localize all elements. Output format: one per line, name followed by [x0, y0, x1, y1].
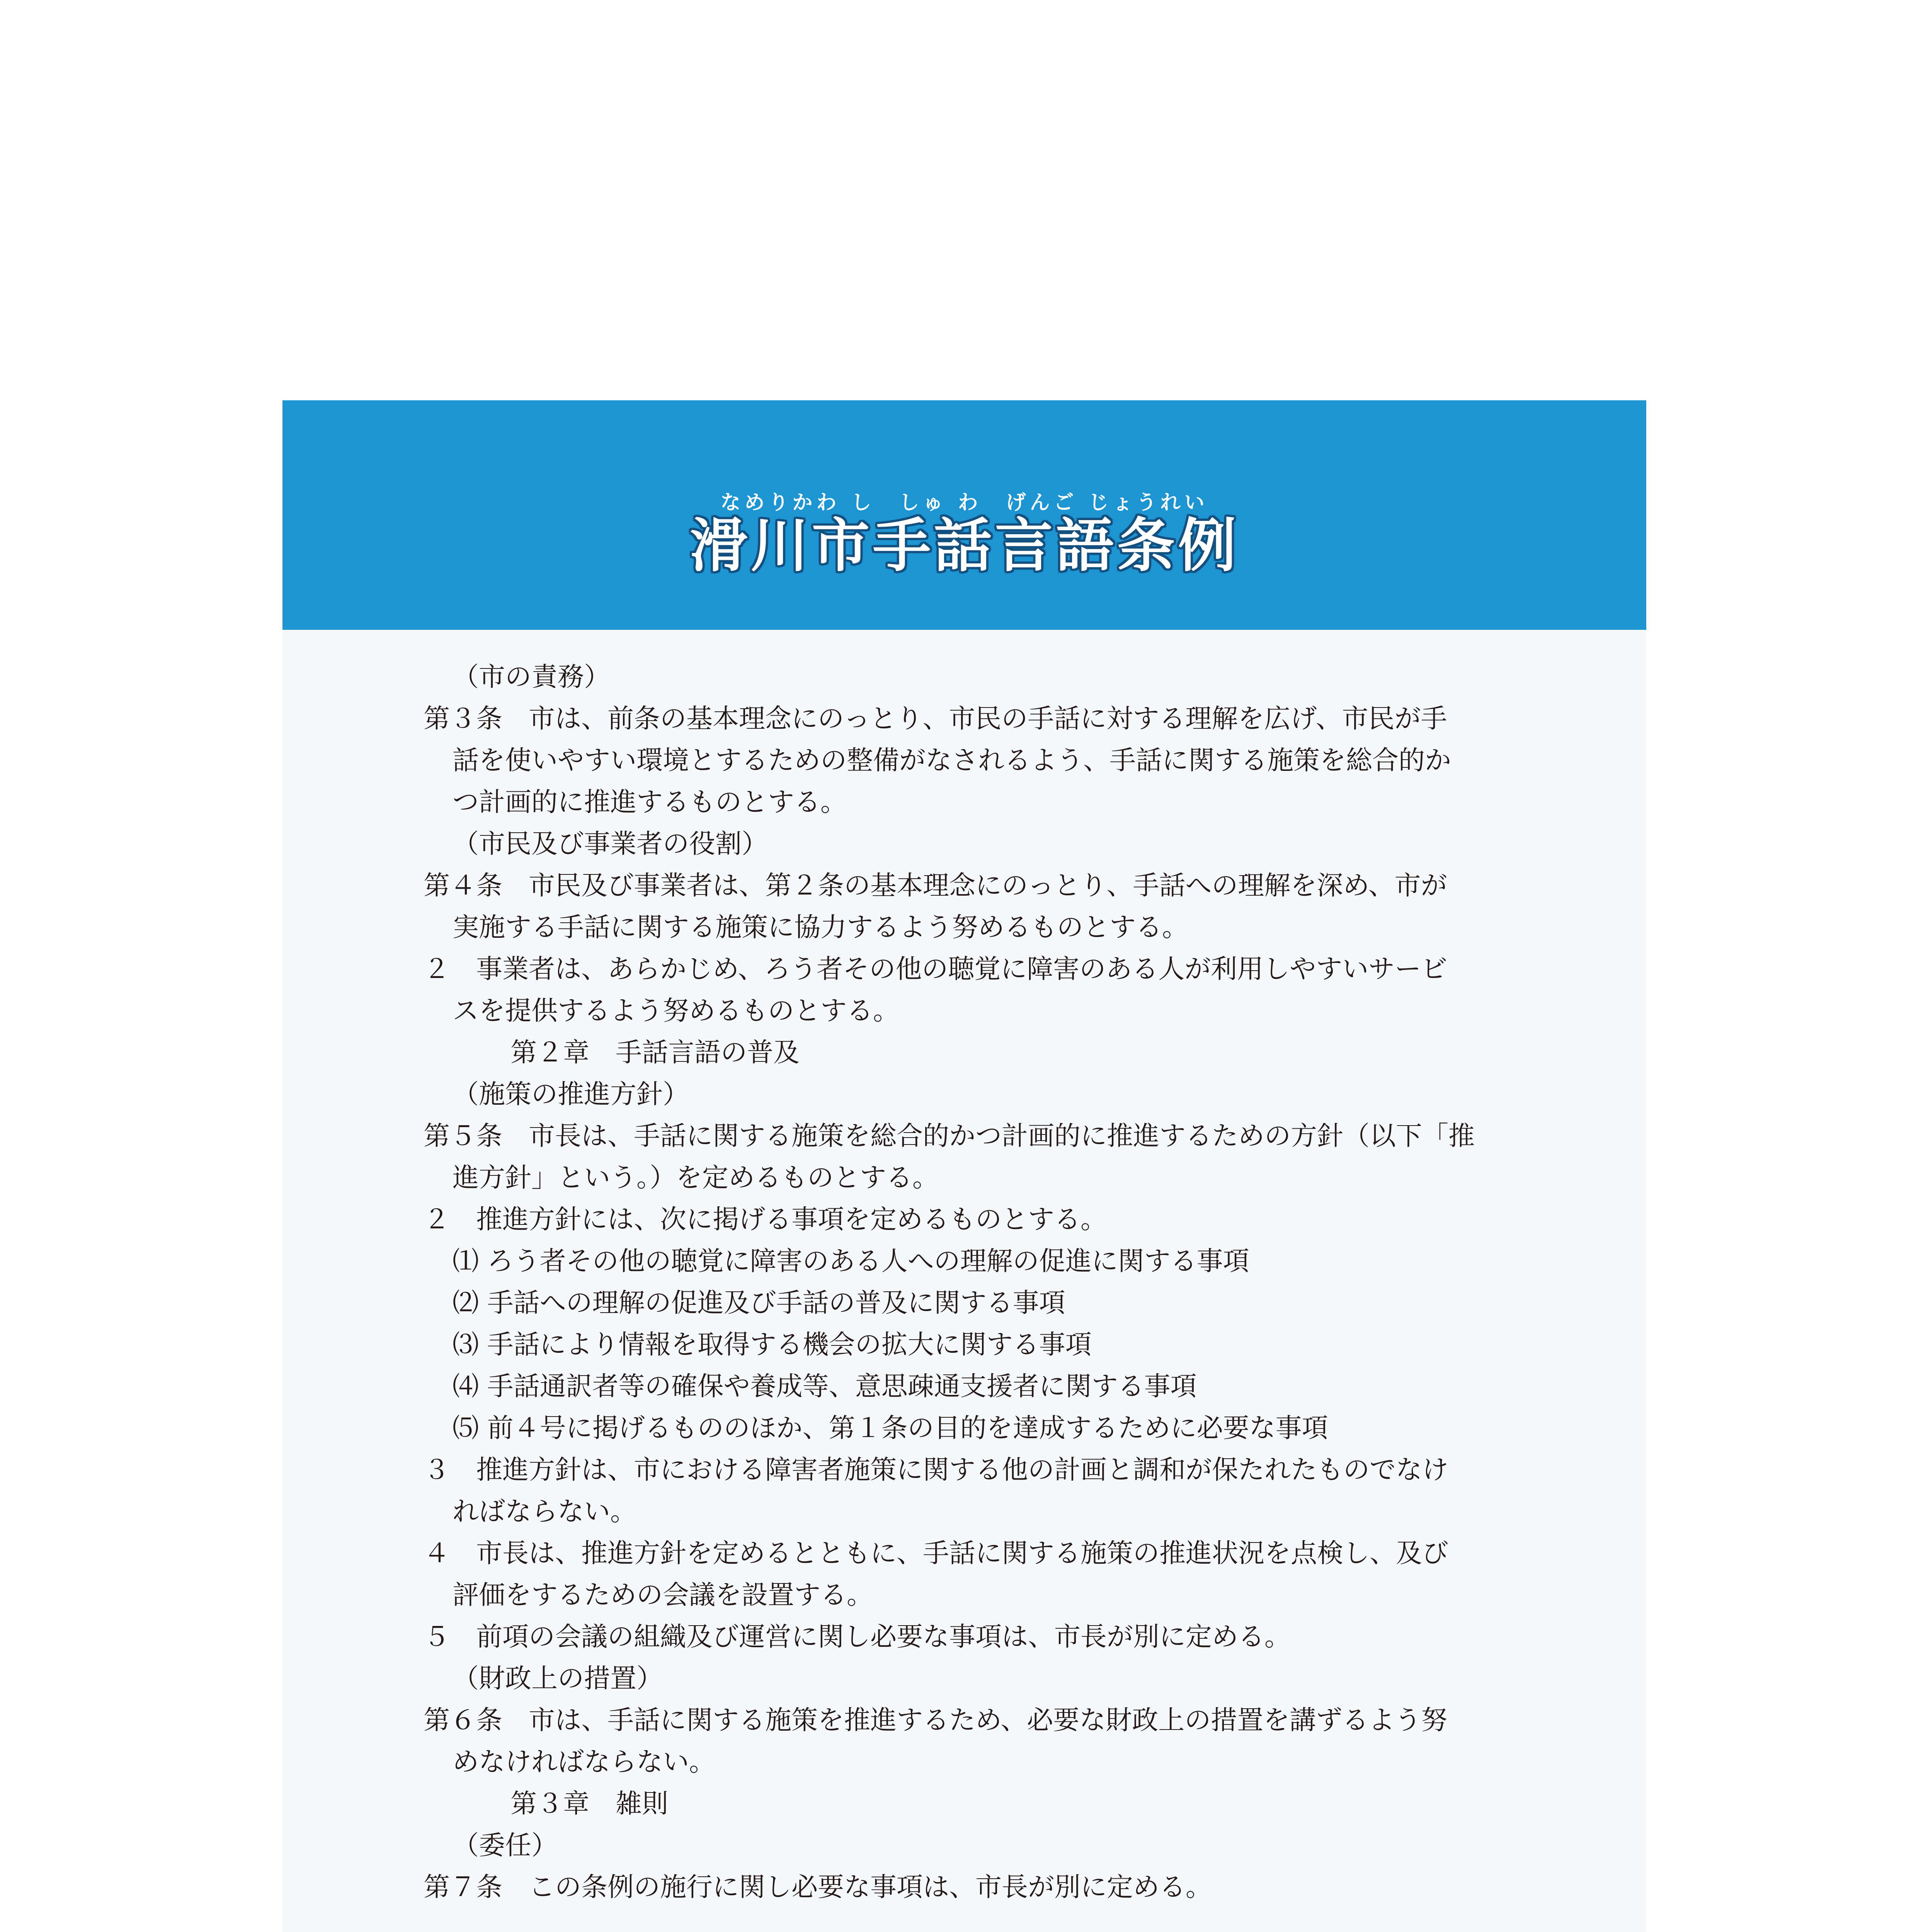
article-line: めなければならない。	[453, 1747, 716, 1777]
article-line: 話を使いやすい環境とするための整備がなされるよう、手話に関する施策を総合的か	[453, 745, 1451, 776]
page-panel	[282, 400, 1646, 1932]
chapter-heading: 第３章 雑則	[510, 1789, 669, 1819]
article-line: つ計画的に推進するものとする。	[453, 787, 847, 818]
article-line: 実施する手話に関する施策に協力するよう努めるものとする。	[453, 912, 1189, 943]
article-caption: （市民及び事業者の役割）	[453, 829, 768, 859]
list-item: ⑷ 手話通訳者等の確保や養成等、意思疎通支援者に関する事項	[453, 1371, 1197, 1402]
paragraph-line: ればならない。	[453, 1497, 637, 1527]
paragraph-line: 評価をするための会議を設置する。	[453, 1580, 873, 1611]
article-caption: （市の責務）	[453, 662, 611, 692]
paragraph-line: ２ 事業者は、あらかじめ、ろう者その他の聴覚に障害のある人が利用しやすいサービ	[424, 954, 1448, 985]
article-line: 第３条 市は、前条の基本理念にのっとり、市民の手話に対する理解を広げ、市民が手	[424, 704, 1447, 734]
paragraph-line: スを提供するよう努めるものとする。	[453, 996, 900, 1026]
chapter-heading: 第２章 手話言語の普及	[510, 1037, 800, 1068]
article-line: 第７条 この条例の施行に関し必要な事項は、市長が別に定める。	[424, 1872, 1212, 1903]
paragraph-line: ４ 市長は、推進方針を定めるとともに、手話に関する施策の推進状況を点検し、及び	[424, 1538, 1449, 1569]
title-ruby: なめりかわ し しゅ わ げんご じょうれい	[720, 491, 1208, 514]
ordinance-text	[424, 656, 1486, 1932]
list-item: ⑶ 手話により情報を取得する機会の拡大に関する事項	[453, 1330, 1092, 1360]
article-caption: （委任）	[453, 1830, 558, 1861]
article-line: 第６条 市は、手話に関する施策を推進するため、必要な財政上の措置を講ずるよう努	[424, 1705, 1448, 1736]
article-caption: （施策の推進方針）	[453, 1079, 689, 1110]
article-line: 第４条 市民及び事業者は、第２条の基本理念にのっとり、手話への理解を深め、市が	[424, 871, 1447, 901]
article-caption: （財政上の措置）	[453, 1663, 663, 1694]
paragraph-line: ５ 前項の会議の組織及び運営に関し必要な事項は、市長が別に定める。	[424, 1622, 1291, 1652]
header-band	[282, 400, 1646, 630]
article-line: 進方針」という。）を定めるものとする。	[453, 1163, 939, 1193]
spacer	[424, 1908, 1486, 1932]
page-title: 滑川市手話言語条例	[689, 512, 1239, 580]
paragraph-line: ２ 推進方針には、次に掲げる事項を定めるものとする。	[424, 1204, 1107, 1235]
paragraph-line: ３ 推進方針は、市における障害者施策に関する他の計画と調和が保たれたものでなけ	[424, 1455, 1449, 1485]
list-item: ⑸ 前４号に掲げるもののほか、第１条の目的を達成するために必要な事項	[453, 1413, 1328, 1444]
article-line: 第５条 市長は、手話に関する施策を総合的かつ計画的に推進するための方針（以下「推	[424, 1121, 1475, 1151]
list-item: ⑵ 手話への理解の促進及び手話の普及に関する事項	[453, 1288, 1065, 1318]
list-item: ⑴ ろう者その他の聴覚に障害のある人への理解の促進に関する事項	[453, 1246, 1249, 1277]
